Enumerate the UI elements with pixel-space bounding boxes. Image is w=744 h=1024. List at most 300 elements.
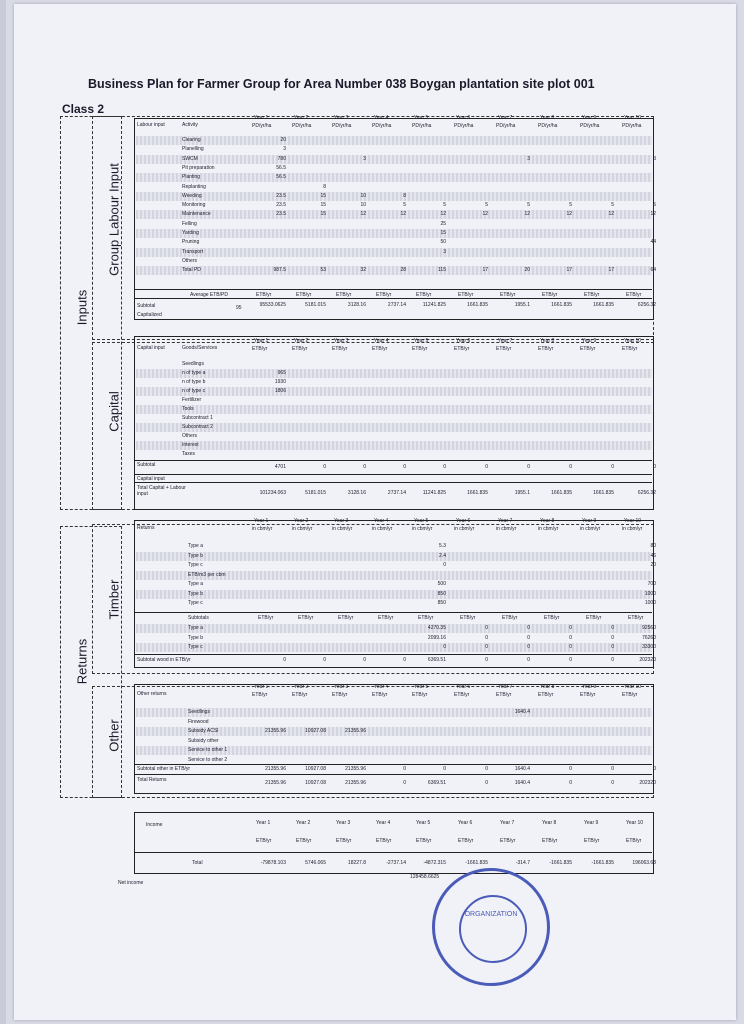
table-cell: 965 [277, 370, 286, 376]
row-label: Subsidy other [188, 737, 219, 744]
table-row [136, 145, 652, 154]
year-header: Year 9 [582, 684, 597, 690]
total-cell: 6369.51 [427, 780, 446, 786]
row-label: Total PD [182, 267, 201, 274]
subtotal-cell: 0 [443, 464, 446, 470]
table-cell: 12 [440, 211, 446, 218]
year-header: Year 4 [374, 518, 389, 524]
table-cell: 53 [320, 267, 326, 274]
subtotal-cell: 0 [363, 657, 366, 663]
year-header: Year 8 [540, 115, 555, 121]
unit-header: PD/yr/ha [496, 123, 516, 129]
row-label: Subsidy ACSI [188, 728, 219, 734]
subtotal-cell: 3128.16 [347, 302, 366, 308]
unit-header: ETB/yr [378, 615, 394, 621]
year-header: Year 7 [498, 338, 513, 344]
table-cell: 1806 [274, 388, 286, 394]
table-row [136, 432, 652, 441]
page-title: Business Plan for Farmer Group for Area Number 038 Boygan plantation site plot 001 [88, 77, 595, 91]
total-cell: 0 [611, 780, 614, 786]
total-cell: 202320 [639, 780, 656, 786]
year-header: Year 10 [624, 115, 642, 121]
subtotal-label: Subtotal [137, 303, 156, 309]
row-label: Firewood [188, 718, 209, 725]
table-cell: 1000 [644, 590, 656, 597]
year-header: Year 9 [582, 518, 597, 524]
table-cell: 50 [440, 239, 446, 246]
row-label: Yarding [182, 230, 199, 236]
table-cell: 10 [360, 192, 366, 199]
unit-header: PD/yr/ha [332, 123, 352, 129]
unit-header: ETB/yr [336, 838, 352, 844]
table-row [136, 248, 652, 257]
table-cell: 80 [650, 543, 656, 549]
income-total-cell: 18227.8 [347, 860, 366, 866]
subtotal-cell: 0 [403, 464, 406, 470]
table-cell: 0 [569, 644, 572, 650]
row-label: Type c [188, 644, 203, 650]
avg-value: 95 [236, 305, 242, 311]
unit-header: ETB/yr [580, 692, 596, 698]
table-cell: 56.5 [276, 174, 286, 181]
table-cell: 20 [650, 562, 656, 568]
subtotal-cell: 0 [485, 657, 488, 663]
table-cell: 15 [320, 202, 326, 209]
unit-header: ETB/yr [296, 838, 312, 844]
unit-header: ETB/yr [460, 615, 476, 621]
table-cell: 3 [527, 155, 530, 162]
table-cell: 0 [443, 562, 446, 568]
row-label: Type a [188, 625, 204, 631]
row-label: Pit preparation [182, 164, 215, 171]
unit-header: ETB/yr [496, 692, 512, 698]
subtotal-cell: 21355.96 [265, 766, 286, 772]
row-label: Subcontract 1 [182, 415, 213, 421]
total-cell: 10927.08 [305, 780, 326, 786]
table-row [136, 590, 652, 599]
year-header: Year 1 [254, 338, 269, 344]
unit-header: ETB/yr [586, 615, 602, 621]
unit-header: ETB/yr [252, 346, 268, 352]
row-label: Monitoring [182, 202, 206, 209]
income-total-cell: -4872.315 [423, 860, 446, 866]
subtotal-cell: 0 [569, 464, 572, 470]
table-cell: 12 [360, 211, 366, 218]
table-cell: 780 [277, 155, 286, 162]
row-label: Type a [188, 581, 204, 587]
total-cell: 1661.835 [467, 490, 488, 496]
table-row [136, 708, 652, 717]
column-header: Returns [137, 525, 155, 531]
table-cell: 0 [443, 644, 446, 650]
table-row [136, 599, 652, 608]
subtotal-cell: 0 [527, 657, 530, 663]
unit-header: ETB/yr [372, 346, 388, 352]
subtotal-cell: 0 [569, 657, 572, 663]
table-rule [134, 474, 652, 475]
row-label: Type c [188, 562, 203, 568]
total-cell: 0 [569, 780, 572, 786]
total-cell: 101234.063 [259, 490, 286, 496]
table-rule [134, 774, 652, 775]
row-label: Pruning [182, 239, 200, 246]
row-label: n of type a [182, 370, 206, 376]
table-cell: 0 [527, 634, 530, 641]
total-cell: 1661.835 [551, 490, 572, 496]
column-header: Goods/Services [182, 345, 218, 351]
income-total-cell: -1661.835 [549, 860, 572, 866]
table-row [136, 220, 652, 229]
subtotal-cell: 4701 [274, 464, 286, 470]
row-label: Others [182, 433, 198, 439]
unit-header: in cbm/yr [580, 526, 601, 532]
table-row [136, 423, 652, 432]
year-header: Year 5 [414, 115, 429, 121]
unit-header: ETB/yr [502, 615, 518, 621]
year-header: Year 5 [414, 338, 429, 344]
table-rule [134, 298, 652, 299]
table-row [136, 183, 652, 192]
unit-header: PD/yr/ha [538, 123, 558, 129]
income-total-cell: -79878.103 [260, 860, 286, 866]
subtotal-cell: 0 [283, 657, 286, 663]
capitalized-label: Capitalized [137, 312, 162, 318]
table-cell: 12 [608, 211, 614, 218]
table-cell: 5 [443, 202, 446, 209]
unit-header: ETB/yr [458, 838, 474, 844]
page-edge [0, 0, 6, 1024]
table-rule [134, 289, 652, 290]
unit-header: ETB/yr [412, 346, 428, 352]
table-cell: 20 [524, 267, 530, 274]
subtotal-cell: 0 [363, 464, 366, 470]
table-cell: 850 [437, 600, 446, 606]
unit-header: in cbm/yr [454, 526, 475, 532]
table-row [136, 441, 652, 450]
table-row [136, 552, 652, 561]
table-cell: 2.4 [439, 552, 446, 559]
row-label: Subcontract 2 [182, 424, 213, 430]
subtotal-cell: 0 [569, 766, 572, 772]
table-cell: 987.5 [273, 267, 286, 274]
unit-header: PD/yr/ha [252, 123, 272, 129]
year-header: Year 1 [256, 820, 271, 826]
table-cell: 44 [650, 239, 656, 246]
table-cell: 21355.96 [345, 728, 366, 734]
total-cell: 21355.96 [265, 780, 286, 786]
table-cell: 46 [650, 552, 656, 559]
unit-header: PD/yr/ha [292, 123, 312, 129]
subtotal-cell: 1955.1 [514, 302, 530, 308]
table-row [136, 378, 652, 387]
unit-header: ETB/yr [332, 692, 348, 698]
total-returns-label: Total Returns [137, 777, 167, 783]
table-cell: 21355.96 [265, 728, 286, 734]
table-cell: 850 [437, 590, 446, 597]
income-total-cell: 5746.065 [305, 860, 326, 866]
table-cell: 0 [569, 625, 572, 631]
timber-label: Timber [106, 579, 122, 620]
year-header: Year 7 [498, 684, 513, 690]
year-header: Year 10 [624, 338, 642, 344]
year-header: Year 4 [374, 684, 389, 690]
year-header: Year 8 [542, 820, 557, 826]
year-header: Year 1 [254, 518, 269, 524]
unit-header: ETB/yr [538, 692, 554, 698]
table-cell: 92560 [642, 625, 656, 631]
row-label: Seedlings [182, 361, 204, 367]
unit-header: ETB/yr [418, 615, 434, 621]
table-cell: 23.5 [276, 192, 286, 199]
table-cell: 12 [482, 211, 488, 218]
year-header: Year 5 [414, 684, 429, 690]
income-total-cell: -1661.835 [591, 860, 614, 866]
row-label: Type b [188, 634, 204, 641]
row-label: Type c [188, 600, 203, 606]
table-row [136, 718, 652, 727]
subtotal-cell: 21355.96 [345, 766, 366, 772]
income-total-cell: 196063.68 [632, 860, 656, 866]
unit-header: PD/yr/ha [412, 123, 432, 129]
subtotal-cell: 0 [323, 657, 326, 663]
unit-header: PD/yr/ha [372, 123, 392, 129]
table-cell: 20 [280, 137, 286, 143]
table-cell: 10 [360, 202, 366, 209]
table-cell: 17 [566, 267, 572, 274]
other-label: Other [106, 719, 122, 752]
year-header: Year 7 [498, 518, 513, 524]
row-label: Felling [182, 220, 197, 227]
income-total-cell: -314.7 [515, 860, 530, 866]
net-income-value: 128458.6625 [410, 874, 440, 880]
table-cell: 0 [611, 634, 614, 641]
table-cell: 23.5 [276, 202, 286, 209]
unit-header: in cbm/yr [412, 526, 433, 532]
table-cell: 0 [569, 634, 572, 641]
subtotal-cell: 6256.32 [637, 302, 656, 308]
table-cell: 56.5 [276, 164, 286, 171]
table-cell: 15 [320, 192, 326, 199]
unit-header: ETB/yr [538, 346, 554, 352]
row-label: Seedlings [188, 709, 210, 715]
subtotal-cell: 2737.14 [387, 302, 406, 308]
row-label: Tools [182, 406, 194, 412]
year-header: Year 4 [374, 115, 389, 121]
unit-header: ETB/yr [584, 838, 600, 844]
subtotal-cell: 0 [653, 464, 656, 470]
table-row [136, 155, 652, 164]
year-header: Year 7 [498, 115, 513, 121]
capital-label: Capital [106, 391, 122, 432]
table-rule [134, 482, 652, 483]
income-label: Income [146, 822, 163, 828]
total-cell: 2737.14 [387, 490, 406, 496]
row-label: Fertilizer [182, 397, 202, 403]
row-label: Type a [188, 543, 204, 549]
subtotal-cell: 0 [485, 766, 488, 772]
table-cell: 8 [323, 183, 326, 190]
unit-header: in cbm/yr [292, 526, 313, 532]
net-income-label: Net income [118, 880, 144, 886]
inputs-label: Inputs [74, 289, 90, 326]
year-header: Year 10 [626, 820, 644, 826]
subtotal-other-label: Subtotal other in ETB/yr [137, 766, 191, 772]
table-row [136, 173, 652, 182]
row-label: Planting [182, 174, 201, 181]
table-row [136, 360, 652, 369]
table-row [136, 238, 652, 247]
year-header: Year 6 [456, 684, 471, 690]
unit-header: in cbm/yr [372, 526, 393, 532]
unit-header: ETB/yr [542, 838, 558, 844]
table-cell: 28 [400, 267, 406, 274]
subtotal-cell: 1661.835 [467, 302, 488, 308]
table-cell: 1930 [274, 379, 286, 385]
year-header: Year 5 [414, 518, 429, 524]
unit-header: ETB/yr [252, 692, 268, 698]
year-header: Year 9 [582, 115, 597, 121]
year-header: Year 6 [456, 115, 471, 121]
income-total-cell: -2737.14 [386, 860, 406, 866]
year-header: Year 3 [334, 338, 349, 344]
table-cell: 5 [569, 202, 572, 209]
row-label: Maintenance [182, 211, 211, 218]
total-cell: 1955.1 [514, 490, 530, 496]
table-cell: 700 [647, 581, 656, 587]
stamp-text: ORGANIZATION [464, 911, 518, 918]
row-label: n of type b [182, 379, 206, 385]
unit-header: ETB/yr [372, 692, 388, 698]
year-header: Year 7 [500, 820, 515, 826]
unit-header: ETB/yr [454, 692, 470, 698]
unit-header: ETB/yr [376, 292, 392, 298]
subtotal-wood-label: Subtotal wood in ETB/yr [137, 657, 191, 663]
unit-header: ETB/yr [332, 346, 348, 352]
year-header: Year 9 [584, 820, 599, 826]
table-row [136, 136, 652, 145]
unit-header: ETB/yr [376, 838, 392, 844]
unit-header: ETB/yr [626, 292, 642, 298]
table-cell: 23.5 [276, 211, 286, 218]
income-total-label: Total [192, 860, 203, 866]
class-label: Class 2 [62, 102, 105, 116]
year-header: Year 3 [334, 518, 349, 524]
table-cell: 0 [527, 625, 530, 631]
table-cell: 32 [360, 267, 366, 274]
table-row [136, 414, 652, 423]
unit-header: ETB/yr [496, 346, 512, 352]
table-cell: 1640.4 [514, 709, 530, 715]
unit-header: ETB/yr [544, 615, 560, 621]
row-label: Taxes [182, 451, 196, 457]
table-row [136, 369, 652, 378]
capital-input-label: Capital input [137, 476, 165, 482]
row-label: Type b [188, 590, 204, 597]
column-header: Capital input [137, 345, 165, 351]
table-cell: 33300 [642, 644, 656, 650]
unit-header: in cbm/yr [622, 526, 643, 532]
table-row [136, 643, 652, 652]
unit-header: ETB/yr [416, 838, 432, 844]
unit-header: ETB/yr [258, 615, 274, 621]
table-cell: 12 [524, 211, 530, 218]
subtotal-cell: 0 [611, 766, 614, 772]
total-cell: 0 [403, 780, 406, 786]
unit-header: ETB/yr [622, 346, 638, 352]
year-header: Year 3 [336, 820, 351, 826]
table-cell: 17 [482, 267, 488, 274]
unit-header: ETB/yr [338, 615, 354, 621]
row-label: n of type c [182, 388, 206, 394]
unit-header: ETB/yr [626, 838, 642, 844]
unit-header: in cbm/yr [332, 526, 353, 532]
table-cell: 0 [485, 634, 488, 641]
table-cell: 4270.35 [427, 625, 446, 631]
total-cell: 1661.835 [593, 490, 614, 496]
table-row [136, 542, 652, 551]
year-header: Year 2 [294, 518, 309, 524]
table-row [136, 257, 652, 266]
unit-header: PD/yr/ha [622, 123, 642, 129]
unit-header: in cbm/yr [538, 526, 559, 532]
unit-header: ETB/yr [298, 615, 314, 621]
table-cell: 76260 [642, 634, 656, 641]
total-cell: 11241.825 [422, 490, 446, 496]
table-cell: 15 [320, 211, 326, 218]
table-row [136, 450, 652, 459]
table-row [136, 624, 652, 633]
subtotal-cell: 0 [653, 766, 656, 772]
subtotal-cell: 0 [403, 657, 406, 663]
unit-header: ETB/yr [416, 292, 432, 298]
subtotal-cell: 0 [485, 464, 488, 470]
table-cell: 2099.16 [427, 634, 446, 641]
subtotal-cell: 1661.835 [593, 302, 614, 308]
table-cell: 1000 [644, 600, 656, 606]
unit-header: PD/yr/ha [454, 123, 474, 129]
year-header: Year 9 [582, 338, 597, 344]
row-label: SWCM [182, 155, 198, 162]
table-cell: 115 [438, 267, 446, 274]
row-label: Replanting [182, 183, 206, 190]
year-header: Year 4 [374, 338, 389, 344]
unit-header: ETB/yr [296, 292, 312, 298]
subtotal-cell: 0 [527, 464, 530, 470]
income-total-cell: -1661.835 [465, 860, 488, 866]
returns-label: Returns [74, 638, 90, 685]
year-header: Year 2 [294, 338, 309, 344]
total-cell: 21355.96 [345, 780, 366, 786]
total-cell: 5181.015 [305, 490, 326, 496]
year-header: Year 8 [540, 518, 555, 524]
year-header: Year 6 [458, 820, 473, 826]
group-labour-label: Group Labour Input [106, 163, 122, 276]
subtotals-label: Subtotals [188, 615, 209, 621]
column-header: Other returns [137, 691, 167, 697]
table-cell: 5 [527, 202, 530, 209]
unit-header: ETB/yr [500, 838, 516, 844]
table-rule [134, 460, 652, 461]
subtotal-cell: 6369.51 [427, 657, 446, 663]
subtotal-cell: 0 [611, 657, 614, 663]
table-cell: 3 [283, 146, 286, 153]
table-row [136, 387, 652, 396]
table-rule [134, 852, 652, 853]
year-header: Year 6 [456, 518, 471, 524]
unit-header: in cbm/yr [496, 526, 517, 532]
column-header: Labour input [137, 122, 165, 128]
unit-header: ETB/yr [292, 346, 308, 352]
